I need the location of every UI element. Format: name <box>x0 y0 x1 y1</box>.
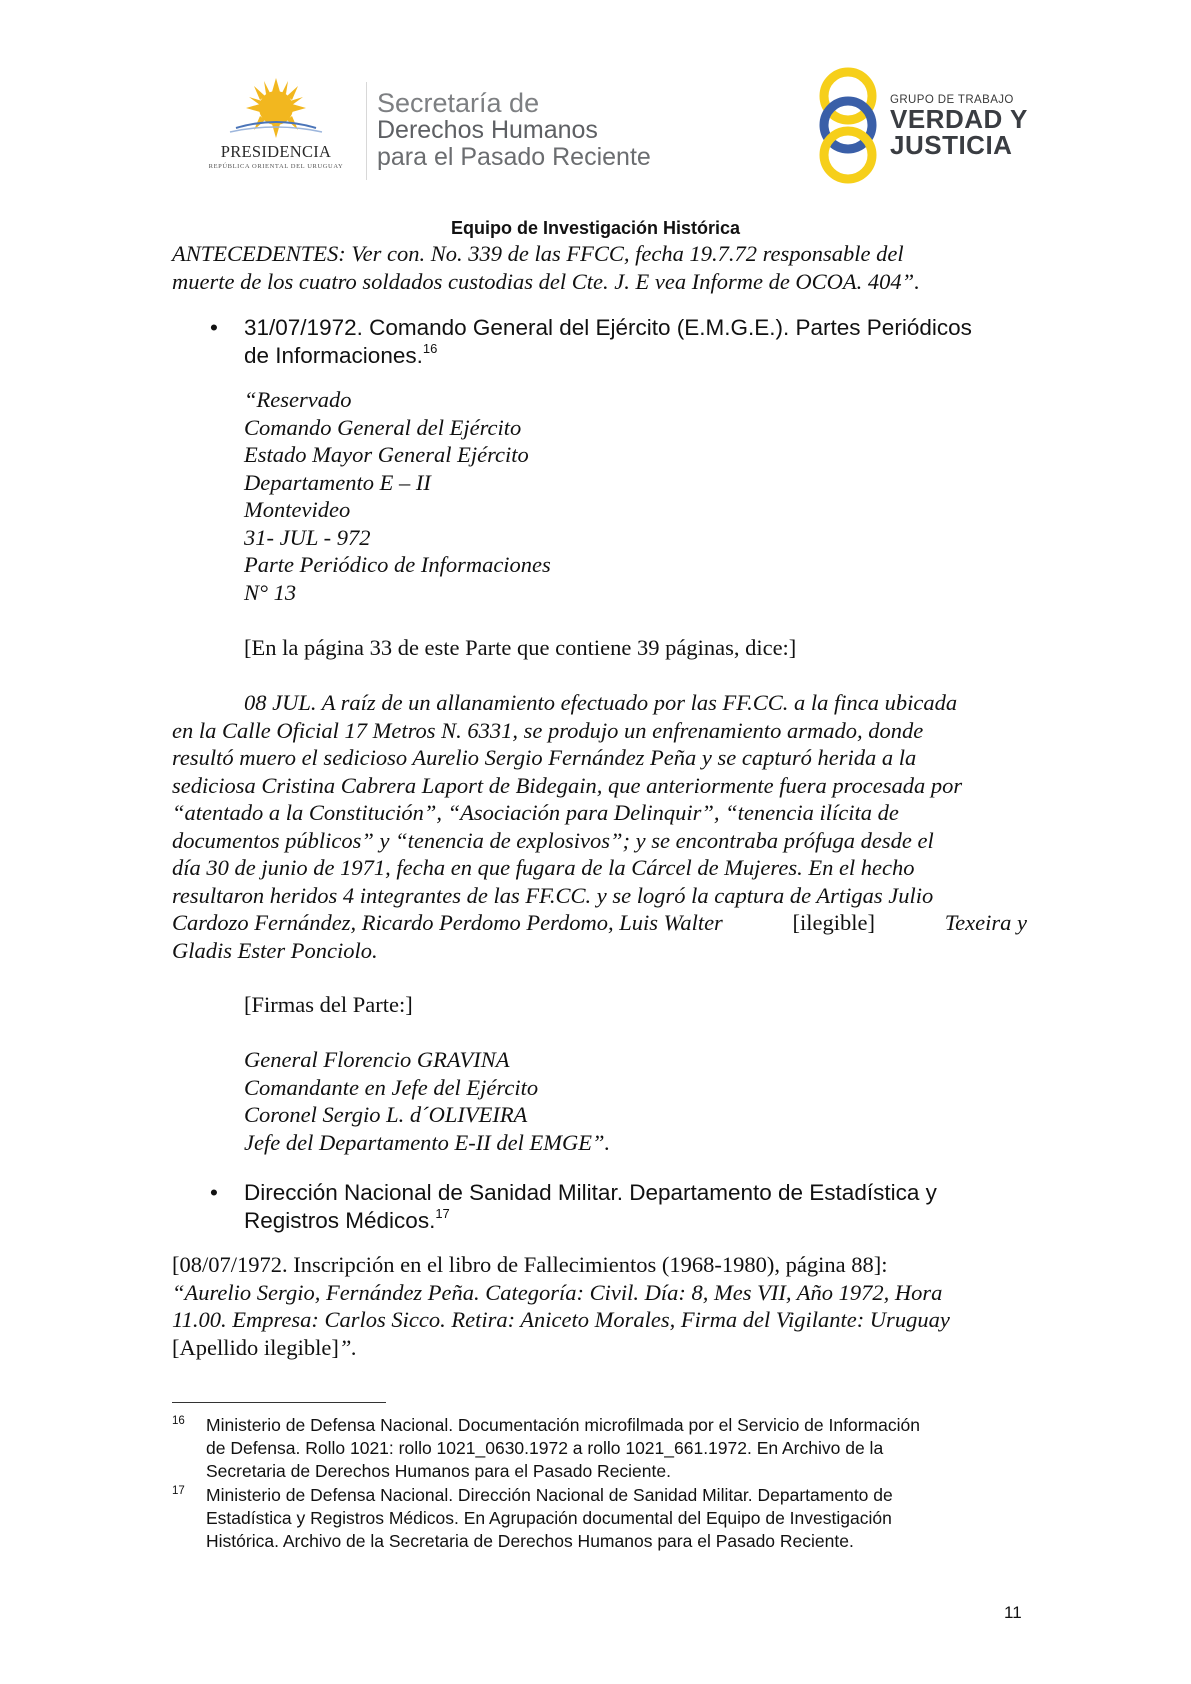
quote-header-line: Estado Mayor General Ejército <box>244 442 529 467</box>
registry-last-line <box>172 1334 357 1362</box>
page-number: 11 <box>1004 1603 1022 1622</box>
registry-quote-line: “Aurelio Sergio, Fernández Peña. Categoría: Civil. Día: 8, Mes VII, Año 1972, Hora <box>172 1279 943 1305</box>
quote-header-line: N° 13 <box>244 579 297 605</box>
signature-line: Jefe del Departamento E-II del EMGE”. <box>244 1129 611 1155</box>
bullet-1-line-1: 31/07/1972. Comando General del Ejército (E.M.G.E.). Partes Periódicos <box>244 315 972 340</box>
report-line: en la Calle Oficial 17 Metros N. 6331, se produjo un enfrenamiento armado, donde <box>172 717 924 743</box>
registry-illegible-surname: [Apellido ilegible] <box>172 1334 339 1360</box>
report-line: resultó muero el sedicioso Aurelio Sergio Fernández Peña y se capturó herida a la <box>172 745 917 770</box>
secretaria-line-3: para el Pasado Reciente <box>377 143 651 171</box>
registry-closing-quote: ”. <box>338 1334 357 1360</box>
sun-emblem-icon <box>196 78 356 148</box>
footnote-17-line: Histórica. Archivo de la Secretaria de Derechos Humanos para el Pasado Reciente. <box>206 1531 854 1551</box>
logo-divider <box>366 82 367 180</box>
report-line-10: Gladis Ester Ponciolo. <box>172 937 378 963</box>
intro-line-2: muerte de los cuatro soldados custodias del Cte. J. E vea Informe de OCOA. 404”. <box>172 269 920 294</box>
illegible-marker: [ilegible] <box>792 910 875 935</box>
presidencia-wordmark: PRESIDENCIA <box>220 142 332 161</box>
registry-quote-line: 11.00. Empresa: Carlos Sicco. Retira: Aniceto Morales, Firma del Vigilante: Uruguay <box>172 1307 950 1332</box>
quote-header-line: Montevideo <box>244 497 351 522</box>
report-line: 08 JUL. A raíz de un allanamiento efectuado por las FF.CC. a la finca ubicada <box>244 690 958 715</box>
footnote-17-line: Estadística y Registros Médicos. En Agrupación documental del Equipo de Investigación <box>206 1508 892 1528</box>
page-note: [En la página 33 de este Parte que contiene 39 páginas, dice:] <box>244 635 797 660</box>
signature-line: Comandante en Jefe del Ejército <box>244 1074 539 1100</box>
vj-small-text: GRUPO DE TRABAJO <box>890 94 1014 106</box>
bullet-2-line-2-text: Registros Médicos. <box>244 1208 436 1233</box>
secretaria-line-2: Derechos Humanos <box>377 116 598 144</box>
report-line: documentos públicos” y “tenencia de explosivos”; y se encontraba prófuga desde el <box>172 827 934 853</box>
bullet-1-line-2 <box>244 342 437 370</box>
presidencia-logo <box>196 78 356 178</box>
vj-big-line-2: JUSTICIA <box>890 130 1013 160</box>
quote-header-line: 31- JUL - 972 <box>244 524 371 550</box>
quote-header-line: Departamento E – II <box>244 469 431 495</box>
secretaria-line-1: Secretaría de <box>377 88 540 118</box>
quote-header-line: “Reservado <box>244 387 352 412</box>
bullet-2-line-1: Dirección Nacional de Sanidad Militar. Departamento de Estadística y <box>244 1180 937 1205</box>
report-line-9 <box>172 909 1027 937</box>
footnote-ref-17[interactable]: 17 <box>435 1205 450 1221</box>
report-line-9-part-1: Cardozo Fernández, Ricardo Perdomo Perdomo, Luis Walter <box>172 910 723 935</box>
quote-header-line: Parte Periódico de Informaciones <box>244 552 551 577</box>
signatures-note: [Firmas del Parte:] <box>244 992 413 1017</box>
footnote-16-line: Ministerio de Defensa Nacional. Documentación microfilmada por el Servicio de Información <box>206 1415 920 1435</box>
footnote-17-number: 17 <box>172 1485 185 1497</box>
footnote-ref-16[interactable]: 16 <box>422 340 438 356</box>
report-line: “atentado a la Constitución”, “Asociación para Delinquir”, “tenencia ilícita de <box>172 800 899 825</box>
footnote-separator <box>172 1402 386 1403</box>
signature-line: Coronel Sergio L. d´OLIVEIRA <box>244 1102 528 1127</box>
report-line: sediciosa Cristina Cabrera Laport de Bidegain, que anteriormente fuera procesada por <box>172 772 963 798</box>
team-title: Equipo de Investigación Histórica <box>450 218 741 238</box>
bullet-2-marker: • <box>210 1180 218 1205</box>
report-line: día 30 de junio de 1971, fecha en que fugara de la Cárcel de Mujeres. En el hecho <box>172 855 915 880</box>
verdad-justicia-wordmark <box>890 94 1028 158</box>
intro-line-1: ANTECEDENTES: Ver con. No. 339 de las FFCC, fecha 19.7.72 responsable del <box>172 241 904 266</box>
bullet-2-line-2 <box>244 1207 450 1235</box>
footnote-17-line: Ministerio de Defensa Nacional. Dirección Nacional de Sanidad Militar. Departamento de <box>206 1485 893 1505</box>
report-line: resultaron heridos 4 integrantes de las FF.CC. y se logró la captura de Artigas Julio <box>172 882 934 908</box>
signature-line: General Florencio GRAVINA <box>244 1047 510 1072</box>
bullet-1-marker: • <box>210 315 218 340</box>
bullet-1-line-2-text: de Informaciones. <box>244 343 423 368</box>
registry-line-1: [08/07/1972. Inscripción en el libro de Fallecimientos (1968-1980), página 88]: <box>172 1252 888 1277</box>
quote-header-line: Comando General del Ejército <box>244 414 522 440</box>
footnote-16-number: 16 <box>172 1415 185 1427</box>
footnote-16-line: de Defensa. Rollo 1021: rollo 1021_0630.1972 a rollo 1021_661.1972. En Archivo de la <box>206 1438 884 1458</box>
vj-big-line-1: VERDAD Y <box>890 104 1028 134</box>
footnote-16-line: Secretaria de Derechos Humanos para el Pasado Reciente. <box>206 1461 671 1481</box>
secretaria-logo-text <box>377 90 651 171</box>
report-line-9-part-2: Texeira y <box>944 910 1027 935</box>
presidencia-subtext: REPÚBLICA ORIENTAL DEL URUGUAY <box>208 163 344 170</box>
